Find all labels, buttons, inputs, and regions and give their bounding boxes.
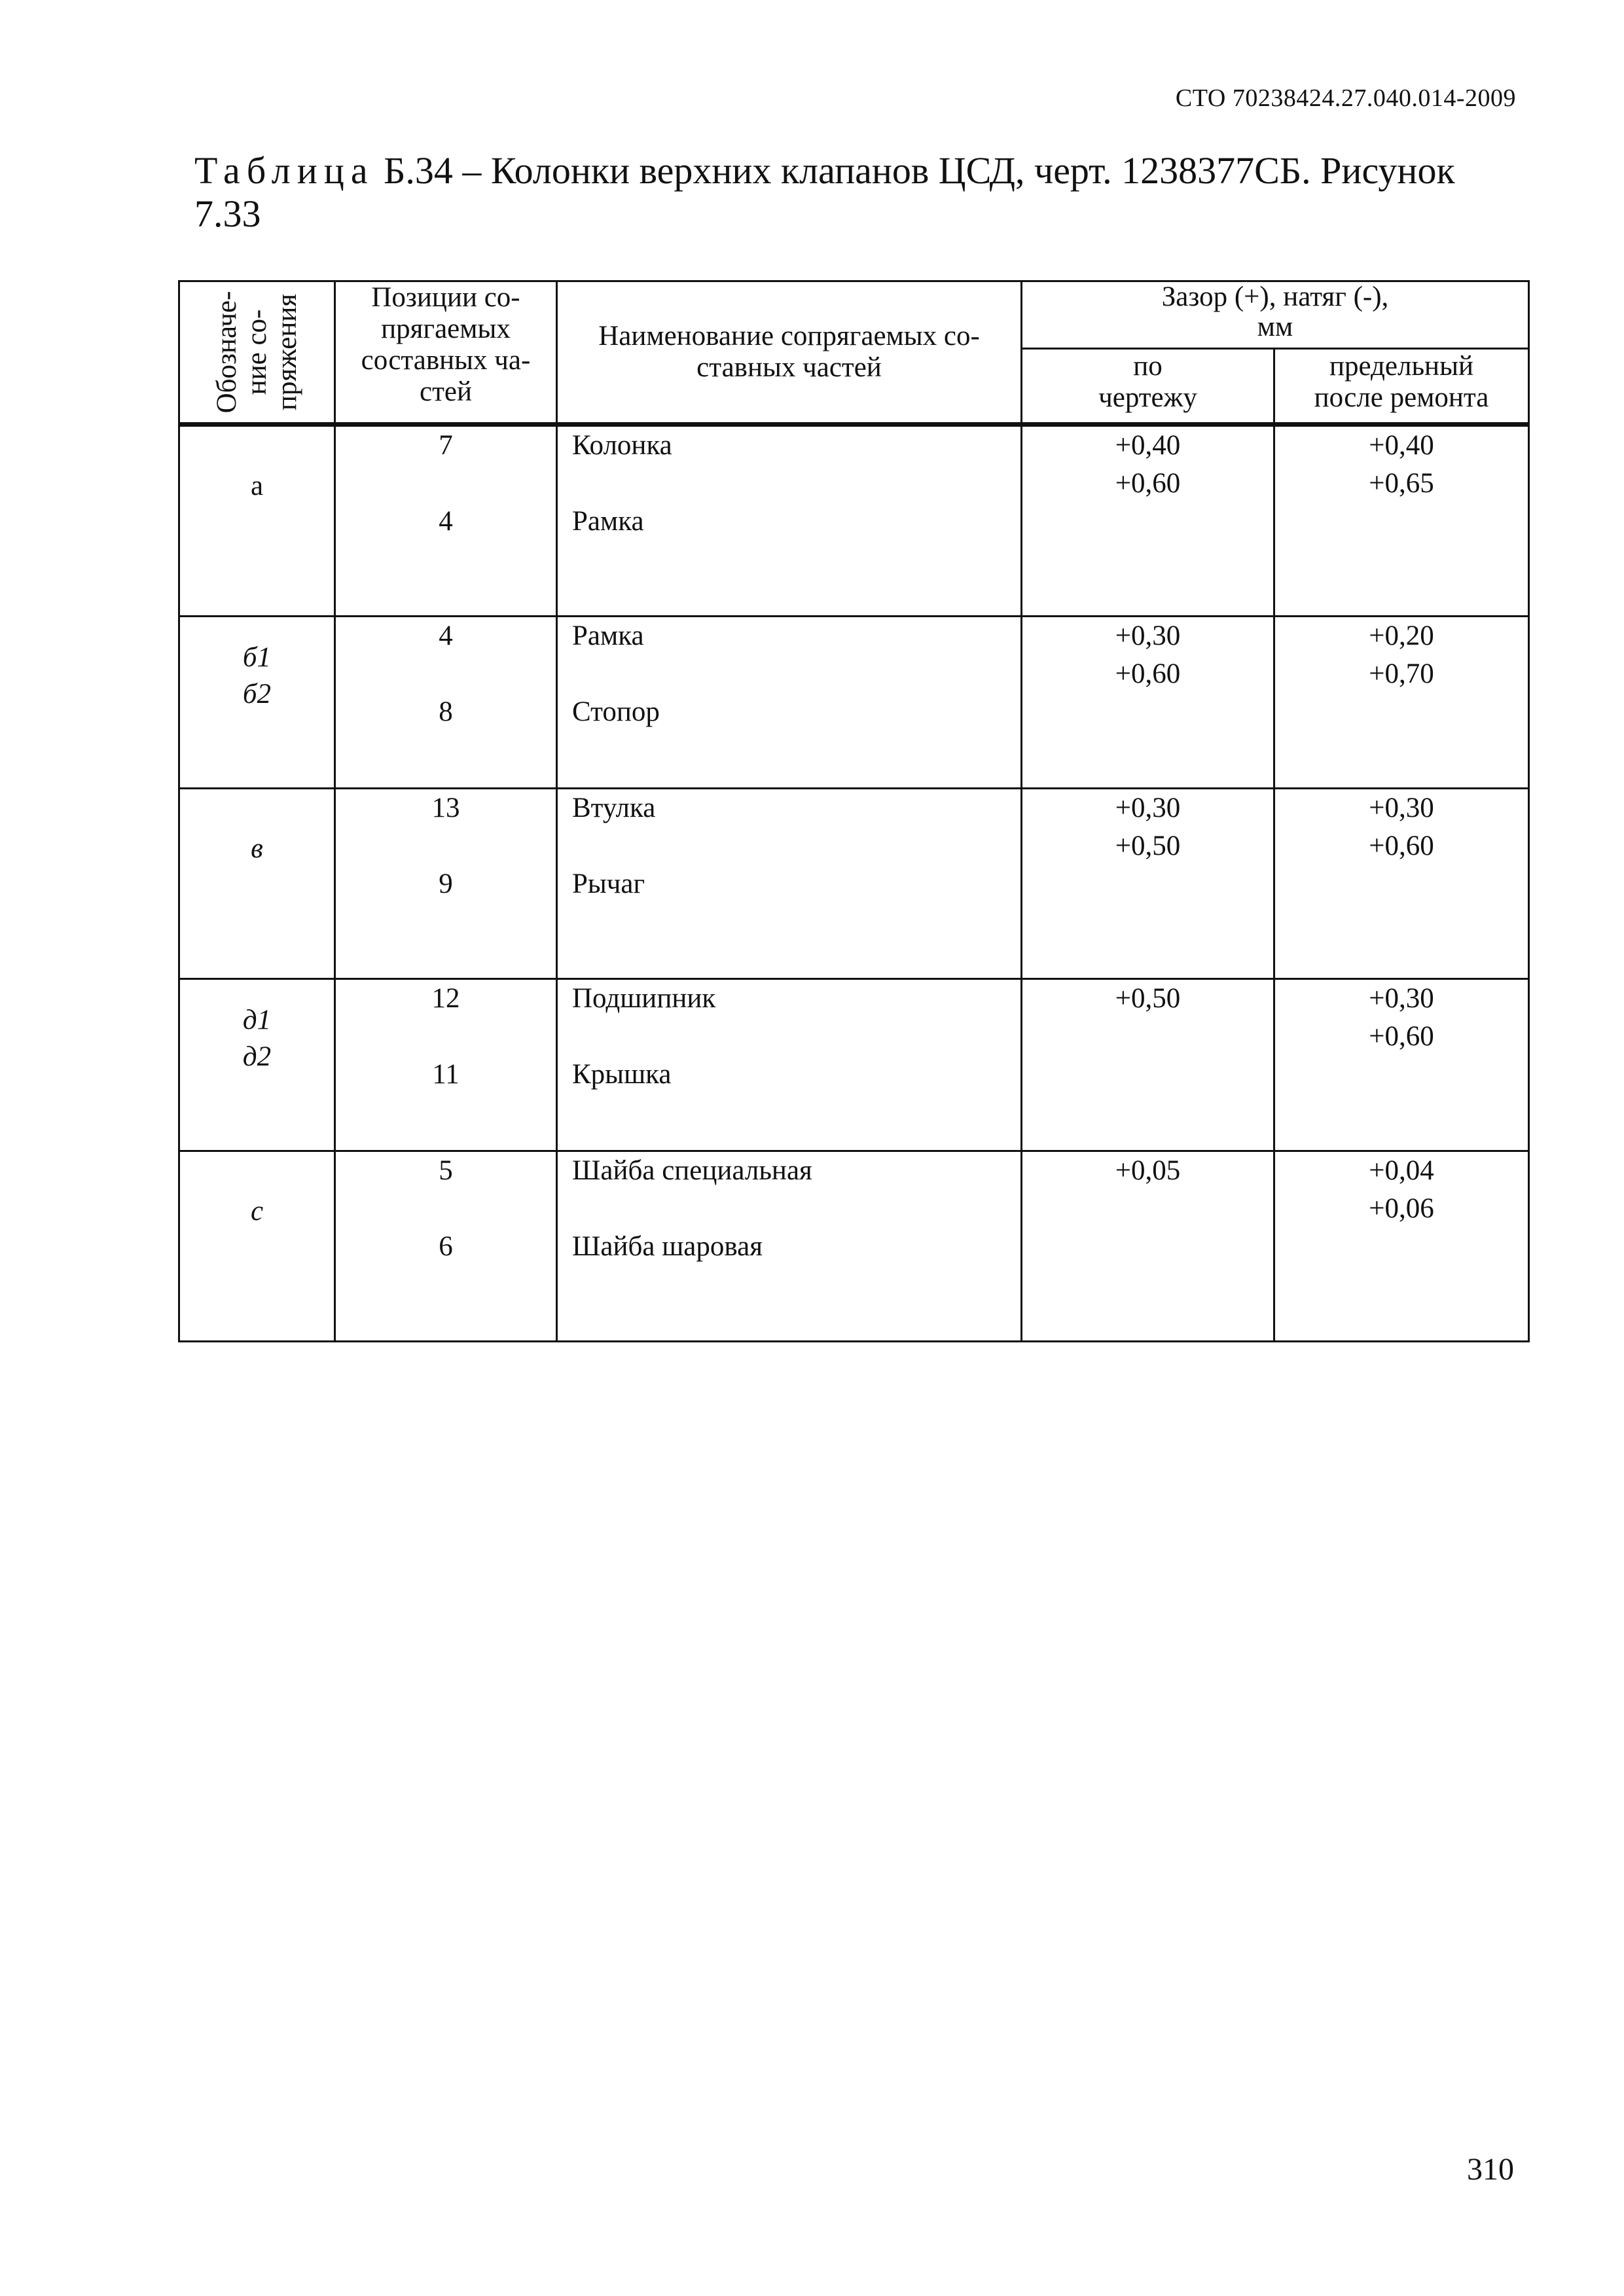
cell-names [557, 979, 1022, 1151]
gap-value: +0,60 [1115, 658, 1181, 689]
header-line: Зазор (+), натяг (-), [1161, 281, 1389, 312]
part-name: Шайба шаровая [572, 1231, 763, 1262]
cell-limit [1274, 1151, 1529, 1342]
cell-names [557, 617, 1022, 789]
position-value: 11 [432, 1059, 460, 1090]
cell-limit [1274, 425, 1529, 617]
header-line: прягаемых [381, 314, 511, 344]
gap-value: +0,06 [1369, 1193, 1434, 1224]
cell-designation [179, 979, 335, 1151]
cell-by-drawing [1022, 617, 1274, 789]
header-gap [1022, 281, 1529, 349]
part-name: Втулка [572, 793, 656, 823]
designation-label: д2 [242, 1041, 272, 1072]
header-designation-line: ние со- [241, 309, 272, 395]
cell-positions [335, 789, 557, 979]
position-value [336, 465, 556, 503]
gap-value: +0,50 [1115, 983, 1181, 1014]
gap-value: +0,30 [1115, 793, 1181, 823]
part-name [572, 465, 1020, 503]
cell-positions [335, 979, 557, 1151]
gap-value: +0,04 [1369, 1155, 1434, 1186]
part-name: Рамка [572, 506, 644, 537]
gap-value: +0,60 [1369, 1021, 1434, 1052]
header-line: после ремонта [1314, 382, 1489, 413]
header-line: составных ча- [361, 345, 531, 376]
gap-value: +0,30 [1369, 793, 1434, 823]
position-value [336, 1018, 556, 1056]
cell-designation [179, 1151, 335, 1342]
part-name [572, 1190, 1020, 1228]
gap-value: +0,20 [1369, 620, 1434, 651]
gap-value: +0,60 [1369, 831, 1434, 861]
table-caption [194, 149, 1523, 236]
header-line: мм [1257, 312, 1293, 342]
table-row [179, 979, 1529, 1151]
cell-names [557, 1151, 1022, 1342]
header-line: чертежу [1098, 382, 1197, 413]
cell-designation [179, 789, 335, 979]
part-name: Рамка [572, 620, 644, 651]
page-number: 310 [1467, 2152, 1514, 2187]
header-designation-line: Обозначе- [211, 291, 242, 414]
header-row [179, 281, 1529, 349]
gap-value: +0,40 [1115, 430, 1181, 461]
position-value: 8 [439, 696, 453, 727]
part-name: Рычаг [572, 869, 645, 899]
designation-label: а [250, 471, 264, 501]
designation-label: д1 [242, 1005, 272, 1035]
cell-names [557, 789, 1022, 979]
gap-value: +0,40 [1369, 430, 1434, 461]
designation-label: б2 [242, 679, 272, 709]
header-name [557, 281, 1022, 425]
position-value: 9 [439, 869, 453, 899]
gap-value: +0,70 [1369, 658, 1434, 689]
header-line: стей [420, 376, 472, 407]
fit-table [178, 280, 1530, 1342]
cell-positions [335, 425, 557, 617]
position-value [336, 655, 556, 693]
header-designation-line: пряжения [271, 293, 302, 411]
position-value [336, 1190, 556, 1228]
table-row [179, 617, 1529, 789]
header-by-drawing [1022, 349, 1274, 425]
designation-label: в [251, 833, 263, 864]
header-line: по [1133, 351, 1163, 382]
designation-label: с [250, 1196, 264, 1227]
gap-value: +0,60 [1115, 468, 1181, 499]
table-row [179, 425, 1529, 617]
cell-positions [335, 617, 557, 789]
gap-value: +0,50 [1115, 831, 1181, 861]
header-line: Наименование сопрягаемых со- [598, 321, 980, 351]
part-name [572, 827, 1020, 865]
caption-text: Б.34 – Колонки верхних клапанов ЦСД, черт. 1238377СБ. Рисунок 7.33 [194, 149, 1455, 235]
gap-value: +0,30 [1369, 983, 1434, 1014]
gap-value: +0,65 [1369, 468, 1434, 499]
gap-value: +0,30 [1115, 620, 1181, 651]
part-name: Колонка [572, 430, 672, 461]
cell-by-drawing [1022, 425, 1274, 617]
header-line: предельный [1329, 351, 1473, 382]
header-positions [335, 281, 557, 425]
caption-prefix: Таблица [194, 149, 374, 192]
position-value: 4 [439, 506, 453, 537]
cell-limit [1274, 617, 1529, 789]
part-name: Стопор [572, 696, 660, 727]
header-line: ставных частей [696, 352, 882, 383]
cell-by-drawing [1022, 789, 1274, 979]
part-name: Подшипник [572, 983, 716, 1014]
header-designation [179, 281, 335, 425]
header-line: Позиции со- [371, 282, 520, 313]
cell-designation [179, 425, 335, 617]
table-row [179, 789, 1529, 979]
table-row [179, 1151, 1529, 1342]
part-name [572, 1018, 1020, 1056]
cell-limit [1274, 789, 1529, 979]
part-name [572, 655, 1020, 693]
part-name: Крышка [572, 1059, 672, 1090]
cell-by-drawing [1022, 979, 1274, 1151]
cell-limit [1274, 979, 1529, 1151]
cell-positions [335, 1151, 557, 1342]
cell-designation [179, 617, 335, 789]
part-name: Шайба специальная [572, 1155, 812, 1186]
designation-label: б1 [242, 642, 272, 673]
cell-names [557, 425, 1022, 617]
position-value: 13 [431, 793, 460, 823]
gap-value: +0,05 [1115, 1155, 1181, 1186]
position-value: 6 [439, 1231, 453, 1262]
header-limit [1274, 349, 1529, 425]
position-value [336, 827, 556, 865]
cell-by-drawing [1022, 1151, 1274, 1342]
position-value: 7 [439, 430, 453, 461]
position-value: 12 [431, 983, 460, 1014]
position-value: 5 [439, 1155, 453, 1186]
document-code: СТО 70238424.27.040.014-2009 [1175, 84, 1516, 112]
position-value: 4 [439, 620, 453, 651]
